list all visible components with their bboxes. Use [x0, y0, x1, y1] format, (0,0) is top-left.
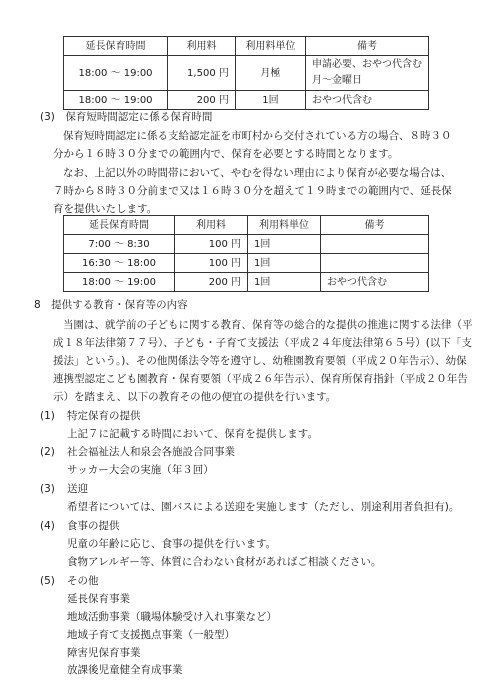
table-cell-fee: 1,500 円 [168, 56, 236, 91]
table-cell-time: 18:00 ～ 19:00 [64, 273, 175, 292]
item-title: その他 [67, 575, 99, 587]
table-cell-fee: 100 円 [175, 235, 248, 254]
table-cell-time: 18:00 ～ 19:00 [64, 91, 168, 110]
table-header-cell: 延長保育時間 [64, 37, 168, 56]
item-body-line: 放課後児童健全育成事業 [67, 664, 183, 676]
table-cell-note [321, 235, 429, 254]
paragraph-line: 育を提供いたします。 [53, 203, 158, 215]
table-row [64, 235, 429, 254]
paragraph-line: 連携型認定こども園教育・保育要領（平成２６年告示）、保育所保育指針（平成２０年告 [53, 373, 468, 385]
table-cell-note [321, 254, 429, 273]
note-line: 申請必要、おやつ代含む [312, 59, 422, 70]
item-body-line: 延長保育事業 [67, 593, 130, 605]
paragraph-line: 示）を踏まえ、以下の教育その他の便宜の提供を行います。 [53, 391, 337, 403]
table-cell-time: 18:00 ～ 19:00 [64, 56, 168, 91]
table-cell-note: おやつ代含む [306, 91, 429, 110]
item-body-line: 食物アレルギー等、体質に合わない食材があればご相談ください。 [67, 556, 382, 568]
extended-care-fee-table-1 [63, 36, 429, 110]
item-body-line: 児童の年齢に応じ、食事の提供を行います。 [67, 538, 277, 550]
table-header-row [64, 37, 429, 56]
table-cell-unit: 1回 [248, 273, 321, 292]
table-header-row [64, 216, 429, 235]
item-number: (2) [40, 446, 55, 458]
item-title: 送迎 [67, 483, 88, 495]
table-header-cell: 利用料単位 [248, 216, 321, 235]
item-body-line: 希望者については、園バスによる送迎を実施します（ただし、別途利用者負担有)。 [67, 501, 460, 513]
table-cell-fee: 200 円 [168, 91, 236, 110]
paragraph-line: 成１８年法律第７７号）、子ども・子育て支援法（平成２４年度法律第６５号）(以下「支 [53, 337, 472, 349]
table-cell-unit: 月極 [235, 56, 305, 91]
item-number: (1) [40, 410, 55, 422]
section-heading: (3) 保育短時間認定に係る保育時間 [40, 111, 213, 123]
item-number: (5) [40, 575, 55, 587]
item-number: (4) [40, 520, 55, 532]
table-cell-fee: 200 円 [175, 273, 248, 292]
table-cell-note [306, 56, 429, 91]
paragraph-line: ７時から８時３０分前まで又は１６時３０分を超えて１９時までの範囲内で、延長保 [53, 185, 452, 197]
table-row [64, 273, 429, 292]
item-body-line: 地域活動事業（職場体験受け入れ事業など） [67, 611, 277, 623]
item-title: 特定保育の提供 [67, 410, 141, 422]
item-body-line: 上記７に記載する時間において、保育を提供します。 [67, 428, 318, 440]
paragraph-line: なお、上記以外の時間帯において、やむを得ない理由により保育が必要な場合は、 [63, 167, 452, 179]
extended-care-fee-table-2 [63, 215, 429, 292]
item-body-line: 地域子育て支援拠点事業（一般型） [67, 629, 235, 641]
paragraph-line: 当園は、就学前の子どもに関する教育、保育等の総合的な提供の推進に関する法律（平 [63, 319, 473, 331]
table-row [64, 56, 429, 91]
item-title: 社会福祉法人和泉会各施設合同事業 [67, 446, 235, 458]
item-body-line: 障害児保育事業 [67, 647, 141, 659]
table-header-cell: 備考 [321, 216, 429, 235]
item-title: 食事の提供 [67, 520, 120, 532]
table-row [64, 254, 429, 273]
item-number: (3) [40, 483, 55, 495]
paragraph-line: 援法」という。)、その他関係法令等を遵守し、幼稚園教育要領（平成２０年告示）、幼保 [53, 355, 467, 367]
table-header-cell: 利用料 [168, 37, 236, 56]
table-header-cell: 備考 [306, 37, 429, 56]
table-cell-unit: 1回 [235, 91, 305, 110]
table-header-cell: 利用料単位 [235, 37, 305, 56]
table-cell-note: おやつ代含む [321, 273, 429, 292]
item-body-line: サッカー大会の実施（年３回） [67, 464, 214, 476]
paragraph-line: 分から１６時３０分までの範囲内で、保育を必要とする時間となります。 [53, 148, 399, 160]
table-cell-time: 7:00 ～ 8:30 [64, 235, 175, 254]
note-line: 月～金曜日 [312, 75, 362, 86]
table-cell-unit: 1回 [248, 254, 321, 273]
table-row [64, 91, 429, 110]
table-cell-fee: 100 円 [175, 254, 248, 273]
paragraph-line: 保育短時間認定に係る支給認定証を市町村から交付されている方の場合、８時３０ [63, 130, 452, 142]
table-header-cell: 利用料 [175, 216, 248, 235]
table-cell-time: 16:30 ～ 18:00 [64, 254, 175, 273]
table-cell-unit: 1回 [248, 235, 321, 254]
table-header-cell: 延長保育時間 [64, 216, 175, 235]
section-heading: 8 提供する教育・保育等の内容 [34, 299, 188, 311]
